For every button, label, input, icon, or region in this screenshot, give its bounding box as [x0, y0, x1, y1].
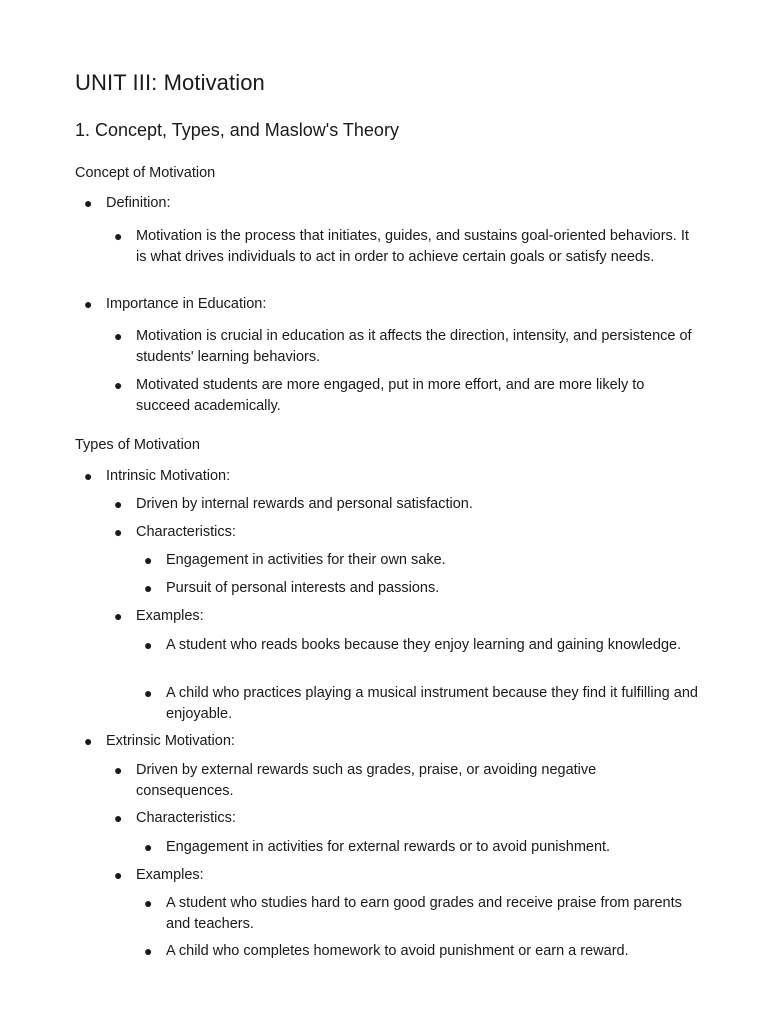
bullet-icon: ●: [114, 608, 123, 624]
list-item-intrinsic-point: [114, 494, 696, 515]
bullet-icon: ●: [144, 943, 153, 959]
bullet-icon: ●: [114, 377, 123, 393]
colon: :: [262, 296, 267, 312]
bullet-icon: ●: [84, 296, 93, 312]
list-item-intrinsic-char-2: [144, 578, 701, 599]
list-item-intrinsic-example-2: [144, 683, 701, 724]
definition-label: Definition: [106, 195, 167, 211]
bullet-icon: ●: [114, 228, 123, 244]
example-text: A child who practices playing a musical instrument because they find it fulfilling and enjoyable.: [166, 685, 698, 722]
list-item-extrinsic-example-2: [144, 941, 701, 962]
bullet-icon: ●: [114, 810, 123, 826]
examples-label: Examples:: [136, 608, 204, 624]
extrinsic-point-text: Driven by external rewards such as grades, praise, or avoiding negative consequences.: [136, 762, 597, 799]
list-item-intrinsic-char-1: [144, 550, 701, 571]
characteristic-text: Engagement in activities for external rewards or to avoid punishment.: [166, 839, 611, 855]
characteristic-text: Pursuit of personal interests and passions.: [166, 580, 440, 596]
intrinsic-point-text: Driven by internal rewards and personal satisfaction.: [136, 496, 473, 512]
importance-point-text: Motivation is crucial in education as it affects the direction, intensity, and persistence of students' learning behaviors.: [136, 328, 692, 365]
list-item-importance-1: [114, 326, 696, 367]
list-item-intrinsic-examples: [114, 606, 696, 627]
characteristics-label: Characteristics:: [136, 524, 236, 540]
example-text: A student who studies hard to earn good grades and receive praise from parents and teachers.: [166, 895, 682, 932]
list-item-importance: [84, 294, 696, 315]
list-item-definition-text: [114, 226, 696, 267]
bullet-icon: ●: [144, 552, 153, 568]
examples-label: Examples:: [136, 867, 204, 883]
bullet-icon: ●: [114, 762, 123, 778]
bullet-icon: ●: [144, 895, 153, 911]
colon: :: [230, 733, 235, 749]
bullet-icon: ●: [84, 733, 93, 749]
importance-label: Importance in Education: [106, 296, 263, 312]
bullet-icon: ●: [114, 867, 123, 883]
list-item-extrinsic: [84, 731, 696, 752]
section-heading: 1. Concept, Types, and Maslow's Theory: [75, 120, 399, 140]
page-title: UNIT III: Motivation: [75, 70, 265, 95]
colon: :: [226, 468, 231, 484]
bullet-icon: ●: [144, 637, 153, 653]
list-item-extrinsic-point: [114, 760, 696, 801]
bullet-icon: ●: [144, 580, 153, 596]
colon: :: [166, 195, 171, 211]
subsection-heading-types: Types of Motivation: [75, 437, 200, 453]
intrinsic-label: Intrinsic Motivation: [106, 468, 227, 484]
definition-text: Motivation is the process that initiates, guides, and sustains goal-oriented behaviors. It is what drives individuals to act in order to achieve certain goals or satisfy needs.: [136, 228, 689, 265]
list-item-extrinsic-char-1: [144, 837, 701, 858]
list-item-importance-2: [114, 375, 696, 416]
characteristics-label: Characteristics:: [136, 810, 236, 826]
example-text: A child who completes homework to avoid punishment or earn a reward.: [166, 943, 629, 959]
list-item-extrinsic-characteristics: [114, 808, 696, 829]
subsection-heading-concept: Concept of Motivation: [75, 165, 216, 181]
list-item-intrinsic: [84, 466, 696, 487]
characteristic-text: Engagement in activities for their own sake.: [166, 552, 446, 568]
bullet-icon: ●: [114, 496, 123, 512]
bullet-icon: ●: [114, 328, 123, 344]
list-item-extrinsic-examples: [114, 865, 696, 886]
bullet-icon: ●: [84, 468, 93, 484]
bullet-icon: ●: [144, 839, 153, 855]
list-item-definition: [84, 193, 696, 214]
list-item-intrinsic-example-1: [144, 635, 701, 656]
list-item-intrinsic-characteristics: [114, 522, 696, 543]
importance-point-text: Motivated students are more engaged, put in more effort, and are more likely to succeed academically.: [136, 377, 645, 414]
extrinsic-label: Extrinsic Motivation: [106, 733, 231, 749]
example-text: A student who reads books because they enjoy learning and gaining knowledge.: [166, 637, 682, 653]
list-item-extrinsic-example-1: [144, 893, 701, 934]
bullet-icon: ●: [144, 685, 153, 701]
bullet-icon: ●: [114, 524, 123, 540]
bullet-icon: ●: [84, 195, 93, 211]
